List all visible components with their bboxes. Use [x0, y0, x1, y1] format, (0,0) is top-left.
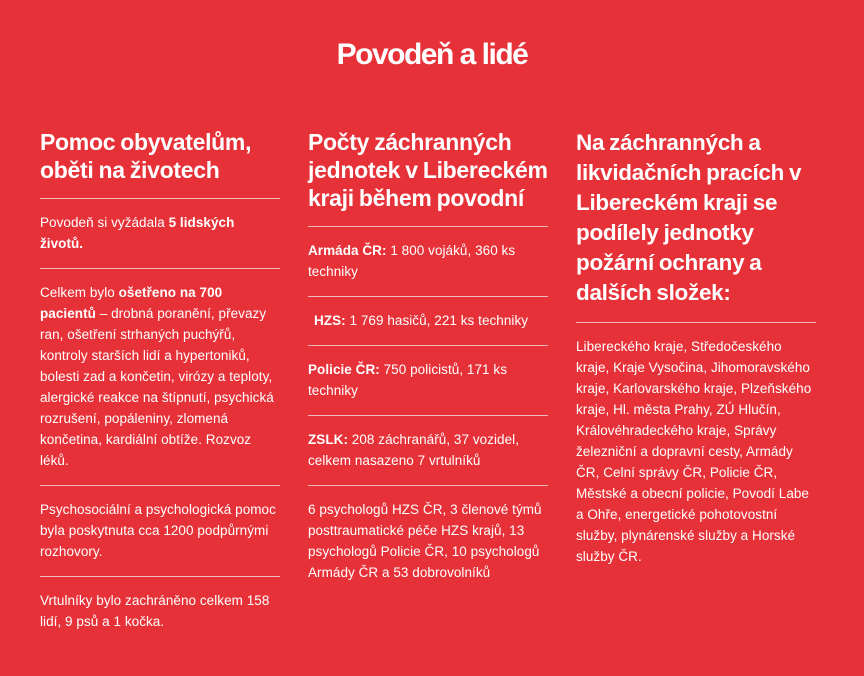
body-text: Psychosociální a psychologická pomoc byla poskytnuta cca 1200 podpůrnými rozhovory. [40, 502, 276, 559]
emphasis-text: 5 lidských životů. [40, 215, 235, 251]
body-text: 6 psychologů HZS ČR, 3 členové týmů posttraumatické péče HZS krajů, 13 psychologů Policie ČR, 10 psychologů Armády ČR a 53 dobrovolníků [308, 502, 542, 580]
column-pomoc-obyvatelum [40, 128, 280, 632]
emphasis-text: Policie ČR: [308, 362, 380, 377]
column-zachranne-prace [576, 128, 816, 567]
body-text: 750 policistů, 171 ks techniky [308, 362, 508, 398]
divider [308, 296, 548, 297]
divider [576, 322, 816, 323]
block-psychologove [308, 499, 548, 583]
divider [40, 268, 280, 269]
block-osetreni [40, 282, 280, 471]
body-text: 1 769 hasičů, 221 ks techniky [345, 313, 529, 328]
emphasis-text: ošetřeno na 700 pacientů [40, 285, 223, 321]
block-armada [308, 240, 548, 282]
body-text: 208 záchranářů, 37 vozidel, celkem nasazeno 7 vrtulníků [308, 432, 520, 468]
divider [308, 345, 548, 346]
title-bar [0, 0, 864, 128]
block-slozky [576, 336, 816, 567]
divider [40, 485, 280, 486]
divider [40, 198, 280, 199]
body-text: Celkem bylo [40, 285, 119, 300]
column-pocty-jednotek [308, 128, 548, 583]
block-vrtulniky [40, 590, 280, 632]
block-psychosocialni [40, 499, 280, 562]
divider [308, 415, 548, 416]
block-hzs [308, 310, 548, 331]
emphasis-text: ZSLK: [308, 432, 348, 447]
body-text: – drobná poranění, převazy ran, ošetření strhaných puchýřů, kontroly starších lidí a hypertoniků, bolesti zad a končetin, virózy a teploty, alergické reakce na štípnutí, psychická rozrušení, popáleniny, zlomená končetina, kardiální obtíže. Rozvoz léků. [40, 306, 274, 468]
emphasis-text: Armáda ČR: [308, 243, 387, 258]
block-zslk [308, 429, 548, 471]
body-text: 1 800 vojáků, 360 ks techniky [308, 243, 516, 279]
block-policie [308, 359, 548, 401]
body-text: Libereckého kraje, Středočeského kraje, Kraje Vysočina, Jihomoravského kraje, Karlovarského kraje, Plzeňského kraje, Hl. města Prahy, ZÚ Hlučín, Královéhradeckého kraje, Správy železniční a dopravní cesty, Armády ČR, Celní správy ČR, Policie ČR, Městské a obecní policie, Povodí Labe a Ohře, energetické pohotovostní služby, plynárenské služby a Horské služby ČR. [576, 339, 812, 564]
body-text: Vrtulníky bylo zachráněno celkem 158 lidí, 9 psů a 1 kočka. [40, 593, 270, 629]
page-title: Povodeň a lidé [336, 38, 528, 71]
divider [308, 226, 548, 227]
columns-container [0, 128, 864, 632]
body-text: Povodeň si vyžádala [40, 215, 169, 230]
divider [308, 485, 548, 486]
column-heading-pomoc-obyvatelum: Pomoc obyvatelům, oběti na životech [40, 129, 252, 183]
emphasis-text: HZS: [314, 313, 346, 328]
column-heading-zachranne-prace: Na záchranných a likvidačních pracích v Libereckém kraji se podílely jednotky požární ochrany a dalších složek: [576, 130, 802, 305]
column-heading-pocty-jednotek: Počty záchranných jednotek v Libereckém kraji během povodní [308, 129, 548, 211]
divider [40, 576, 280, 577]
block-obeti [40, 212, 280, 254]
